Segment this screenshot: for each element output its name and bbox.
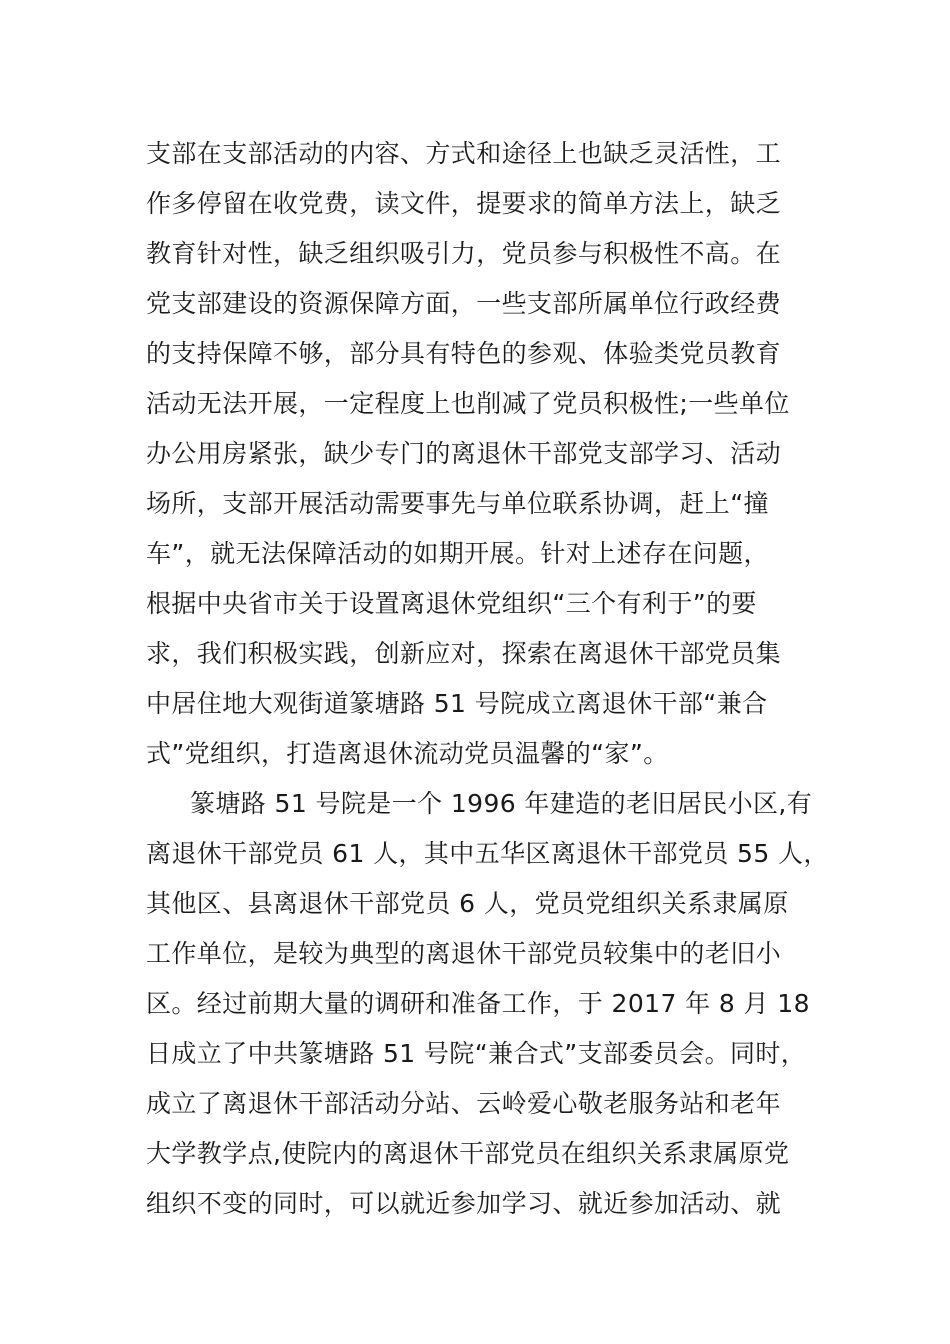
- text-line: 党支部建设的资源保障方面，一些支部所属单位行政经费: [146, 289, 782, 318]
- text-line: 教育针对性，缺乏组织吸引力，党员参与积极性不高。在: [146, 239, 782, 268]
- text-line: 其他区、县离退休干部党员 6 人，党员党组织关系隶属原: [146, 889, 789, 918]
- text-line: 组织不变的同时，可以就近参加学习、就近参加活动、就: [146, 1189, 782, 1218]
- text-line: 区。经过前期大量的调研和准备工作，于 2017 年 8 月 18: [146, 989, 810, 1018]
- text-line: 工作单位，是较为典型的离退休干部党员较集中的老旧小: [146, 939, 782, 968]
- text-line: 中居住地大观街道篆塘路 51 号院成立离退休干部“兼合: [146, 689, 768, 718]
- text-line: 大学教学点,使院内的离退休干部党员在组织关系隶属原党: [146, 1139, 790, 1168]
- paragraph-first-line: 篆塘路 51 号院是一个 1996 年建造的老旧居民小区,有: [190, 789, 813, 818]
- text-line: 成立了离退休干部活动分站、云岭爱心敬老服务站和老年: [146, 1089, 782, 1118]
- text-line: 作多停留在收党费，读文件，提要求的简单方法上，缺乏: [146, 189, 782, 218]
- text-line: 场所，支部开展活动需要事先与单位联系协调，赶上“撞: [146, 489, 769, 518]
- text-line: 车”，就无法保障活动的如期开展。针对上述存在问题，: [146, 539, 769, 568]
- text-line: 活动无法开展，一定程度上也削减了党员积极性;一些单位: [146, 389, 790, 418]
- text-line: 支部在支部活动的内容、方式和途径上也缺乏灵活性，工: [146, 139, 782, 168]
- text-line: 的支持保障不够，部分具有特色的参观、体验类党员教育: [146, 339, 782, 368]
- text-line: 日成立了中共篆塘路 51 号院“兼合式”支部委员会。同时，: [146, 1039, 807, 1068]
- text-line: 根据中央省市关于设置离退休党组织“三个有利于”的要: [146, 589, 757, 618]
- text-line: 办公用房紧张，缺少专门的离退休干部党支部学习、活动: [146, 439, 782, 468]
- text-line: 离退休干部党员 61 人，其中五华区离退休干部党员 55 人，: [146, 839, 829, 868]
- text-line: 求，我们积极实践，创新应对，探索在离退休干部党员集: [146, 639, 782, 668]
- text-line: 式”党组织，打造离退休流动党员温馨的“家”。: [146, 739, 669, 768]
